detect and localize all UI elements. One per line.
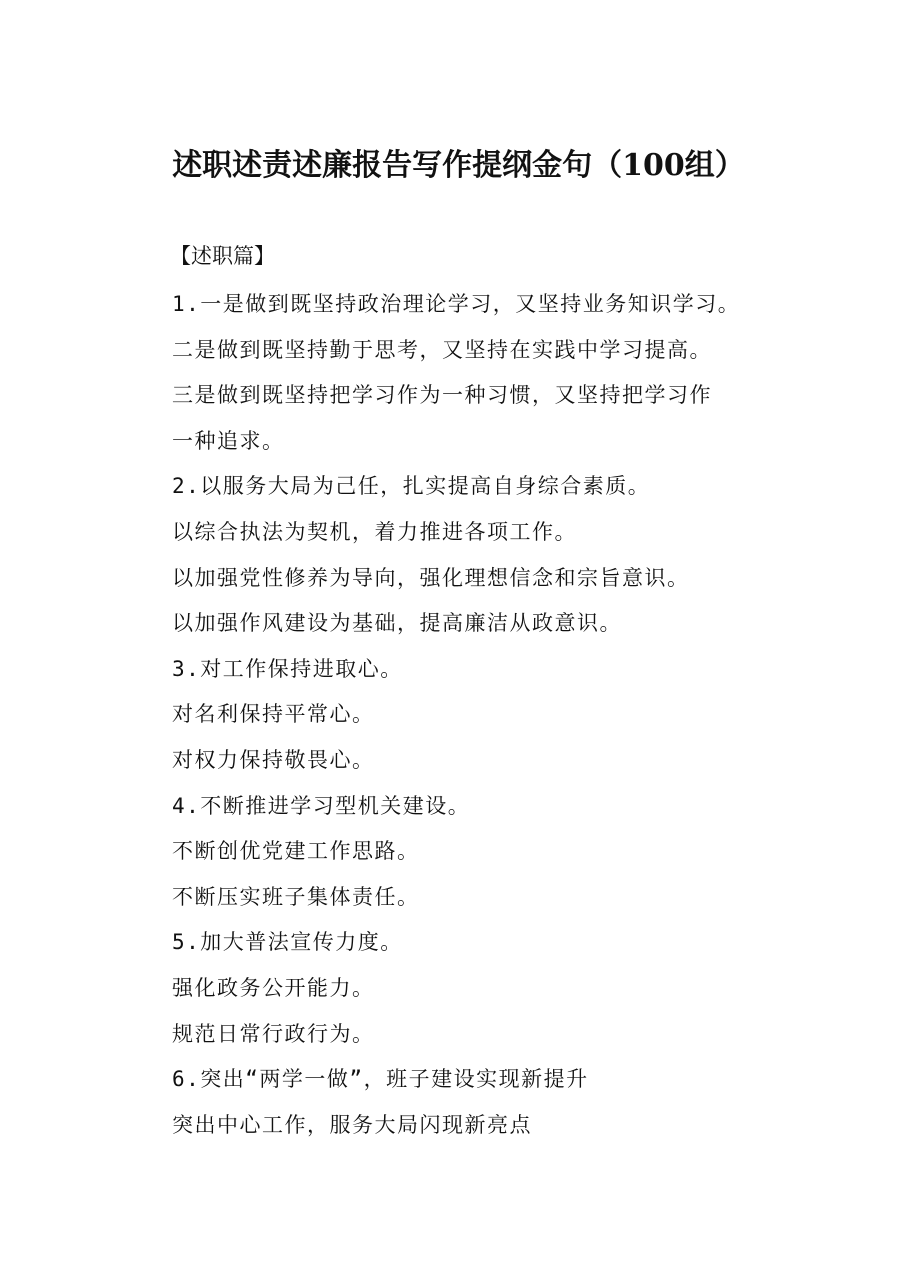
text-line: 5.加大普法宣传力度。 bbox=[172, 930, 403, 955]
document-title: 述职述责述廉报告写作提纲金句（100组） bbox=[172, 148, 745, 183]
text-line: 对名利保持平常心。 bbox=[172, 702, 375, 727]
body-text bbox=[172, 282, 872, 1148]
section-heading: 【述职篇】 bbox=[170, 244, 275, 268]
text-line: 突出中心工作，服务大局闪现新亮点 bbox=[172, 1112, 532, 1137]
text-line: 以加强作风建设为基础，提高廉洁从政意识。 bbox=[172, 611, 622, 636]
text-line: 2.以服务大局为己任，扎实提高自身综合素质。 bbox=[172, 474, 651, 499]
text-line: 1.一是做到既坚持政治理论学习，又坚持业务知识学习。 bbox=[172, 292, 741, 316]
text-line: 强化政务公开能力。 bbox=[172, 975, 375, 1000]
text-line: 对权力保持敬畏心。 bbox=[172, 747, 375, 772]
text-line: 以综合执法为契机，着力推进各项工作。 bbox=[172, 519, 577, 544]
text-line: 3.对工作保持进取心。 bbox=[172, 656, 403, 681]
text-line: 二是做到既坚持勤于思考，又坚持在实践中学习提高。 bbox=[172, 337, 712, 362]
text-line: 一种追求。 bbox=[172, 428, 285, 453]
text-line: 三是做到既坚持把学习作为一种习惯，又坚持把学习作 bbox=[172, 383, 712, 408]
text-line: 不断压实班子集体责任。 bbox=[172, 884, 420, 909]
text-line: 6.突出“两学一做”，班子建设实现新提升 bbox=[172, 1067, 589, 1092]
text-line: 不断创优党建工作思路。 bbox=[172, 839, 420, 864]
text-line: 规范日常行政行为。 bbox=[172, 1021, 375, 1046]
text-line: 4.不断推进学习型机关建设。 bbox=[172, 793, 471, 818]
text-line: 以加强党性修养为导向，强化理想信念和宗旨意识。 bbox=[172, 565, 690, 590]
